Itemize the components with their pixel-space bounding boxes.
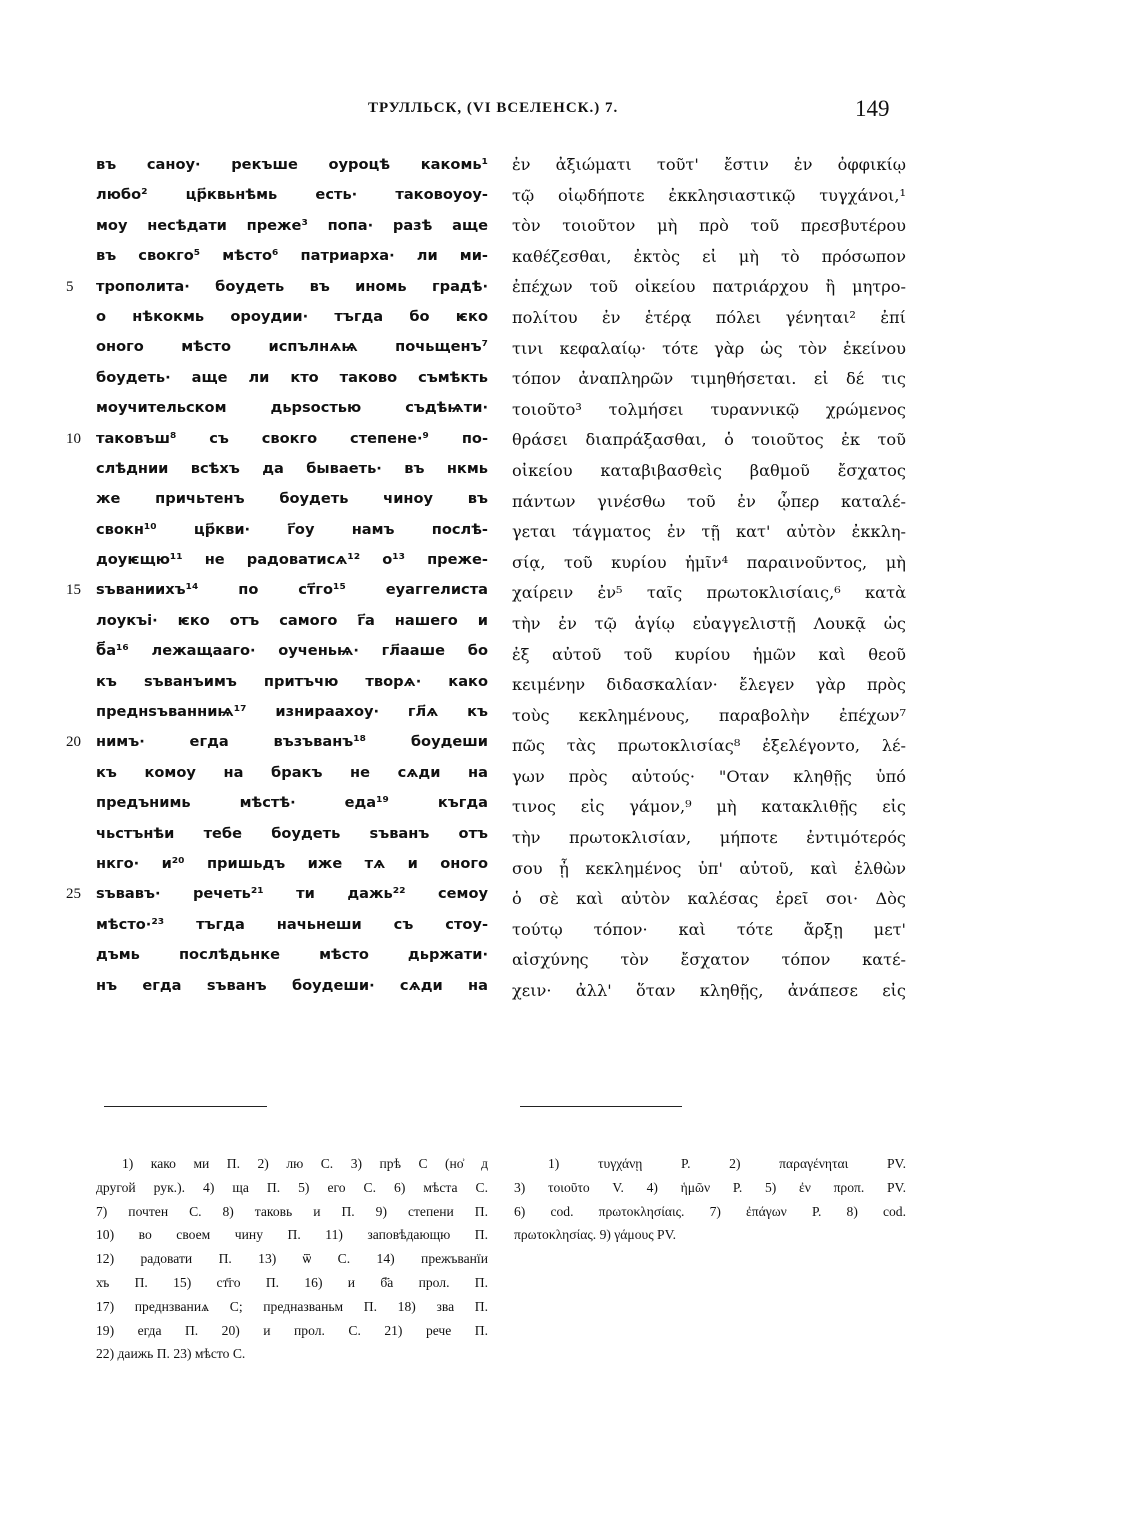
slavonic-line: о нѣкокмь ороудии· тъгда бо ѥко (96, 307, 488, 325)
slavonic-line: слѣднии всѣхъ да бываеть· въ нкмь (96, 459, 488, 477)
greek-line: τοιοῦτο³ τολμήσει τυραννικῷ χρώμενος (512, 399, 906, 419)
footnote-rule-right (520, 1106, 682, 1107)
greek-line: κειμένην διδασκαλίαν· ἔλεγεν γὰρ πρὸς (512, 675, 906, 695)
running-title: ТРУЛЛЬСК, (VI ВСЕЛЕНСК.) 7. (368, 100, 619, 116)
slavonic-line-text: нимъ· егда възъванъ¹⁸ боудеши (96, 733, 488, 751)
footnote-line: 10) во своем чину П. 11) заповѣдающю П. (96, 1227, 488, 1243)
greek-line: ὁ σὲ καὶ αὐτὸν καλέσας ἐρεῖ σοι· Δὸς (512, 889, 906, 909)
footnote-rule-left (104, 1106, 267, 1107)
slavonic-line: боудеть· аще ли кто таково съмѣкть (96, 368, 488, 386)
greek-line: καθέζεσθαι, ἐκτὸς εἰ μὴ τὸ πρόσωπον (512, 246, 906, 266)
greek-line: γεται τάγματος ἐν τῇ κατ' αὐτὸν ἐκκλη- (512, 522, 906, 542)
footnote-line: πρωτοκλησίας. 9) γάμους PV. (514, 1227, 677, 1243)
slavonic-line: чьстънѣи тебе боудеть ѕъванъ отъ (96, 824, 488, 842)
greek-line: τόπον ἀναπληρῶν τιμηθήσεται. εἰ δέ τις (512, 369, 906, 389)
greek-line: σίᾳ, τοῦ κυρίου ἡμῖν⁴ παραινοῦντος, μὴ (512, 552, 906, 572)
slavonic-line: моучительском дьрѕостью съдѣѩти· (96, 399, 488, 417)
slavonic-line: нъ егда ѕъванъ боудеши· сѧди на (96, 976, 488, 994)
footnote-line: 12) радовати П. 13) ѿ С. 14) прежъванїи (96, 1251, 488, 1267)
slavonic-line-text: трополита· боудеть въ иномь градѣ· (96, 277, 488, 295)
slavonic-line: дъмь послѣдьнке мѣсто дьржати· (96, 946, 488, 964)
slavonic-line: преднѕъванниѩ¹⁷ изнираахоу· гл҃ѧ къ (96, 703, 488, 721)
footnote-line: 1) како ми П. 2) лю С. 3) прѣ С (но͗ д (122, 1156, 488, 1171)
greek-line: χαίρειν ἐν⁵ ταῖς πρωτοκλισίαις,⁶ κατὰ (512, 583, 906, 603)
footnote-line: 7) почтен С. 8) таковь и П. 9) степени П. (96, 1203, 488, 1219)
greek-line: αἰσχύνης τὸν ἔσχατον τόπον κατέ- (512, 950, 906, 970)
page-number: 149 (855, 96, 890, 121)
greek-line: τῷ οἱῳδήποτε ἐκκλησιαστικῷ τυγχάνοι,¹ (512, 185, 906, 205)
greek-line: ἐπέχων τοῦ οἰκείου πατριάρχου ἢ μητρο- (512, 277, 906, 297)
slavonic-line: свокн¹⁰ цр҃кви· г҃оу намъ послѣ- (96, 520, 488, 538)
line-number-20: 20 (66, 734, 81, 751)
greek-line: γων πρὸς αὐτούς· "Οταν κληθῇς ὑπό (512, 766, 906, 786)
slavonic-line: къ ѕъванъимъ притъчю творѧ· како (96, 672, 488, 690)
slavonic-line (66, 272, 488, 302)
greek-line: τινι κεφαλαίῳ· τότε γὰρ ὡς τὸν ἐκείνου (512, 338, 906, 358)
greek-line: θράσει διαπράξασθαι, ὁ τοιοῦτος ἐκ τοῦ (512, 430, 906, 450)
greek-line: ἐν ἀξιώματι τοῦτ' ἔστιν ἐν ὀφφικίῳ (512, 155, 906, 174)
slavonic-line-text: ѕъваниихъ¹⁴ по ст҃го¹⁵ еуаггелиста (96, 581, 488, 599)
slavonic-line: любо² цр҃квьнѣмь есть· таковоуоу- (96, 186, 488, 204)
greek-column (512, 150, 906, 1007)
slavonic-line: въ саноу· рекъше оуроцѣ какомь¹ (96, 156, 488, 173)
footnotes-greek (514, 1152, 906, 1247)
slavonic-line (66, 879, 488, 909)
slavonic-line-text: ѕъвавъ· речеть²¹ ти дажь²² семоу (96, 885, 488, 903)
footnote-line: 19) егда П. 20) и прол. С. 21) рече П. (96, 1322, 488, 1338)
footnotes-slavonic (96, 1152, 488, 1366)
slavonic-line: въ свокго⁵ мѣсто⁶ патриарха· ли ми- (96, 247, 488, 265)
slavonic-line: нкго· и²⁰ пришьдъ иже тѧ и оного (96, 854, 488, 872)
slavonic-line: же причьтенъ боудеть чиноу въ (96, 490, 488, 508)
line-number-25: 25 (66, 886, 81, 903)
greek-line: ἐξ αὐτοῦ τοῦ κυρίου ἡμῶν καὶ θεοῦ (512, 644, 906, 664)
footnote-line: 17) преднзваниѧ С; предназваньм П. 18) зва П. (96, 1298, 488, 1314)
line-number-10: 10 (66, 430, 81, 447)
slavonic-line: моу несѣдати преже³ попа· разѣ аще (96, 216, 488, 234)
slavonic-line: оного мѣсто испълнѧѩ почьщенъ⁷ (96, 338, 488, 356)
greek-line: πάντων γινέσθω τοῦ ἐν ᾧπερ καταλέ- (512, 491, 906, 511)
slavonic-line (66, 727, 488, 757)
greek-line: οἰκείου καταβιβασθεὶς βαθμοῦ ἔσχατος (512, 460, 906, 480)
greek-line: πῶς τὰς πρωτοκλισίας⁸ ἐξελέγοντο, λέ- (512, 736, 906, 756)
greek-line: χειν· ἀλλ' ὅταν κληθῇς, ἀνάπεσε εἰς (512, 981, 906, 1001)
greek-line: τούτῳ τόπον· καὶ τότε ἄρξῃ μετ' (512, 919, 906, 939)
greek-line: πολίτου ἐν ἑτέρᾳ πόλει γένηται² ἐπί (512, 307, 906, 327)
slavonic-line: мѣсто·²³ тъгда начьнеши съ стоу- (96, 915, 488, 933)
footnote-line: 1) τυγχάνῃ P. 2) παραγένηται PV. (548, 1156, 906, 1171)
greek-line: τοὺς κεκλημένους, παραβολὴν ἐπέχων⁷ (512, 705, 906, 725)
slavonic-line: лоукъі· ѥко отъ самого г҃а нашего и (96, 611, 488, 629)
footnote-line: хъ П. 15) ст҃го П. 16) и б҃а прол. П. (96, 1274, 488, 1290)
slavonic-line: б҃а¹⁶ лежащааго· оученьѩ· гл҃ааше бо (96, 642, 488, 660)
slavonic-line (66, 424, 488, 454)
greek-line: τινος εἰς γάμον,⁹ μὴ κατακλιθῇς εἰς (512, 797, 906, 817)
greek-line: σου ᾖ κεκλημένος ὑπ' αὐτοῦ, καὶ ἐλθὼν (512, 858, 906, 878)
slavonic-line (66, 575, 488, 605)
slavonic-line: предънимь мѣстѣ· еда¹⁹ къгда (96, 794, 488, 812)
greek-line: τὴν πρωτοκλισίαν, μήποτε ἐντιμότερός (512, 828, 906, 848)
line-number-15: 15 (66, 582, 81, 599)
slavonic-line: къ комоу на бракъ не сѧди на (96, 763, 488, 781)
footnote-line: 22) даижь П. 23) мѣсто С. (96, 1346, 246, 1362)
footnote-line: 6) cod. πρωτοκλησίαις. 7) ἐπάγων P. 8) cod. (514, 1203, 906, 1219)
greek-line: τὸν τοιοῦτον μὴ πρὸ τοῦ πρεσβυτέρου (512, 216, 906, 236)
line-number-5: 5 (66, 278, 74, 295)
footnote-line: другой рук.). 4) ща П. 5) его С. 6) мѣста С. (96, 1179, 488, 1195)
slavonic-column (66, 150, 488, 1001)
greek-line: τὴν ἐν τῷ ἁγίῳ εὐαγγελιστῇ Λουκᾷ ὡς (512, 613, 906, 633)
slavonic-line: доуѥщю¹¹ не радоватисѧ¹² о¹³ преже- (96, 551, 488, 569)
slavonic-line-text: таковъш⁸ съ свокго степене·⁹ по- (96, 429, 488, 447)
footnote-line: 3) τοιοῦτο V. 4) ἡμῶν P. 5) ἐν προπ. PV. (514, 1179, 906, 1195)
